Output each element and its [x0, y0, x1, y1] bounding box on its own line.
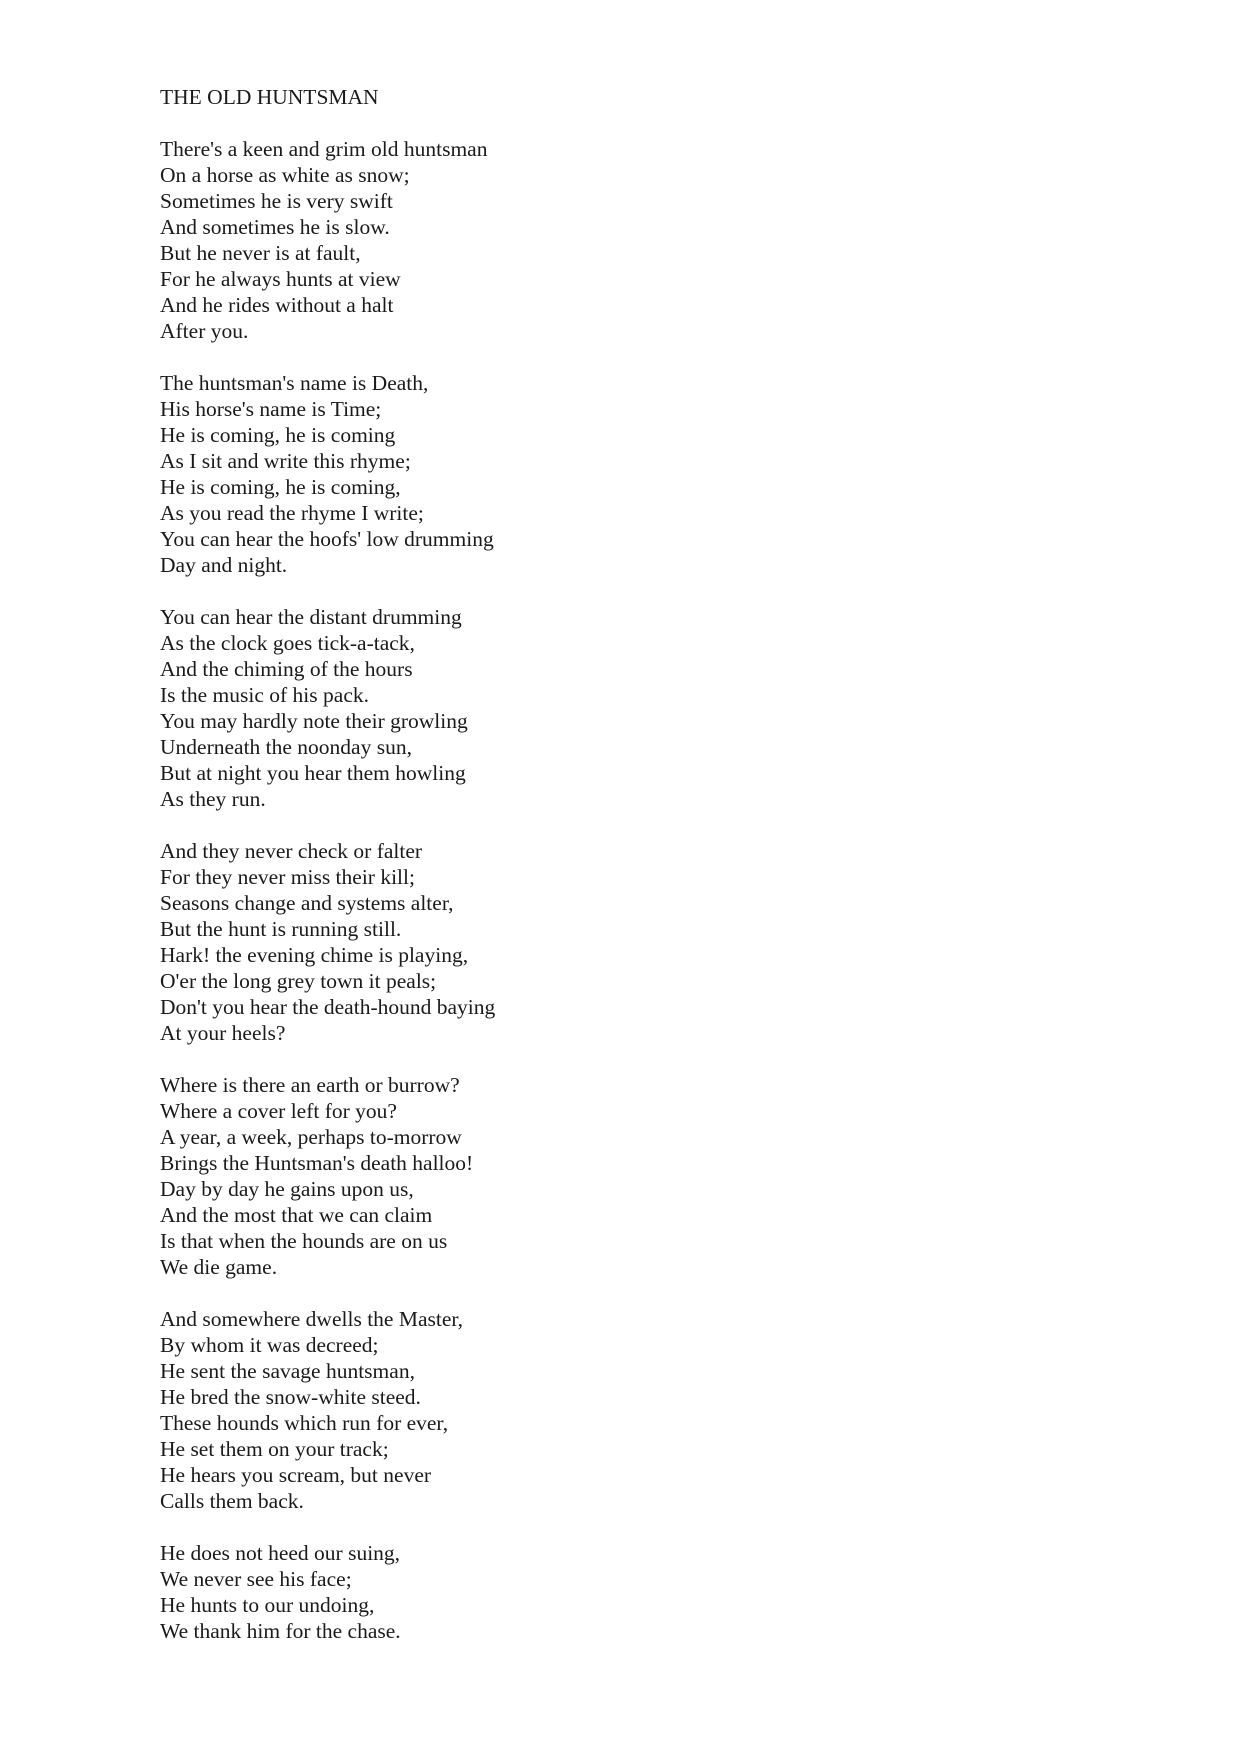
stanza-5: [160, 1072, 1060, 1280]
poem-line: Seasons change and systems alter,: [160, 891, 454, 915]
poem-line: And somewhere dwells the Master,: [160, 1307, 464, 1331]
poem-line: But he never is at fault,: [160, 241, 361, 265]
poem-line: Where is there an earth or burrow?: [160, 1073, 460, 1097]
poem-line: Is that when the hounds are on us: [160, 1229, 448, 1253]
stanza-4: [160, 838, 1060, 1046]
poem-line: You can hear the distant drumming: [160, 605, 462, 629]
poem-line: Is the music of his pack.: [160, 683, 369, 707]
poem-line: But at night you hear them howling: [160, 761, 466, 785]
poem-line: As the clock goes tick-a-tack,: [160, 631, 415, 655]
poem-line: Don't you hear the death-hound baying: [160, 995, 496, 1019]
poem-line: And he rides without a halt: [160, 293, 394, 317]
poem-line: For he always hunts at view: [160, 267, 401, 291]
poem-line: And they never check or falter: [160, 839, 423, 863]
poem-line: Day and night.: [160, 553, 288, 577]
poem-line: The huntsman's name is Death,: [160, 371, 429, 395]
poem-line: He bred the snow-white steed.: [160, 1385, 421, 1409]
poem-line: At your heels?: [160, 1021, 286, 1045]
poem-line: We thank him for the chase.: [160, 1619, 401, 1643]
poem-line: We never see his face;: [160, 1567, 352, 1591]
poem-line: Day by day he gains upon us,: [160, 1177, 414, 1201]
poem-line: Underneath the noonday sun,: [160, 735, 412, 759]
poem-line: He set them on your track;: [160, 1437, 389, 1461]
poem-line: He is coming, he is coming: [160, 423, 396, 447]
poem-line: He hunts to our undoing,: [160, 1593, 375, 1617]
poem-line: You may hardly note their growling: [160, 709, 468, 733]
poem-title: THE OLD HUNTSMAN: [160, 85, 379, 109]
poem-line: Sometimes he is very swift: [160, 189, 393, 213]
stanza-1: [160, 136, 1060, 344]
poem-line: These hounds which run for ever,: [160, 1411, 449, 1435]
poem-line: And the chiming of the hours: [160, 657, 413, 681]
poem-line: He hears you scream, but never: [160, 1463, 432, 1487]
poem-line: As they run.: [160, 787, 266, 811]
poem-line: There's a keen and grim old huntsman: [160, 137, 488, 161]
poem-line: A year, a week, perhaps to-morrow: [160, 1125, 462, 1149]
poem-line: We die game.: [160, 1255, 278, 1279]
poem-line: O'er the long grey town it peals;: [160, 969, 437, 993]
stanza-7: [160, 1540, 1060, 1644]
stanza-6: [160, 1306, 1060, 1514]
poem-line: But the hunt is running still.: [160, 917, 402, 941]
poem-line: He sent the savage huntsman,: [160, 1359, 415, 1383]
poem-line: For they never miss their kill;: [160, 865, 415, 889]
poem-page: [160, 84, 1060, 1670]
poem-line: His horse's name is Time;: [160, 397, 382, 421]
stanza-2: [160, 370, 1060, 578]
poem-line: He is coming, he is coming,: [160, 475, 401, 499]
poem-line: As you read the rhyme I write;: [160, 501, 424, 525]
poem-line: You can hear the hoofs' low drumming: [160, 527, 494, 551]
poem-line: Where a cover left for you?: [160, 1099, 397, 1123]
poem-line: Calls them back.: [160, 1489, 304, 1513]
poem-line: And the most that we can claim: [160, 1203, 433, 1227]
poem-line: And sometimes he is slow.: [160, 215, 390, 239]
stanza-3: [160, 604, 1060, 812]
poem-line: As I sit and write this rhyme;: [160, 449, 411, 473]
poem-line: On a horse as white as snow;: [160, 163, 410, 187]
poem-line: By whom it was decreed;: [160, 1333, 379, 1357]
poem-line: Brings the Huntsman's death halloo!: [160, 1151, 474, 1175]
poem-line: After you.: [160, 319, 249, 343]
poem-line: He does not heed our suing,: [160, 1541, 401, 1565]
poem-line: Hark! the evening chime is playing,: [160, 943, 469, 967]
